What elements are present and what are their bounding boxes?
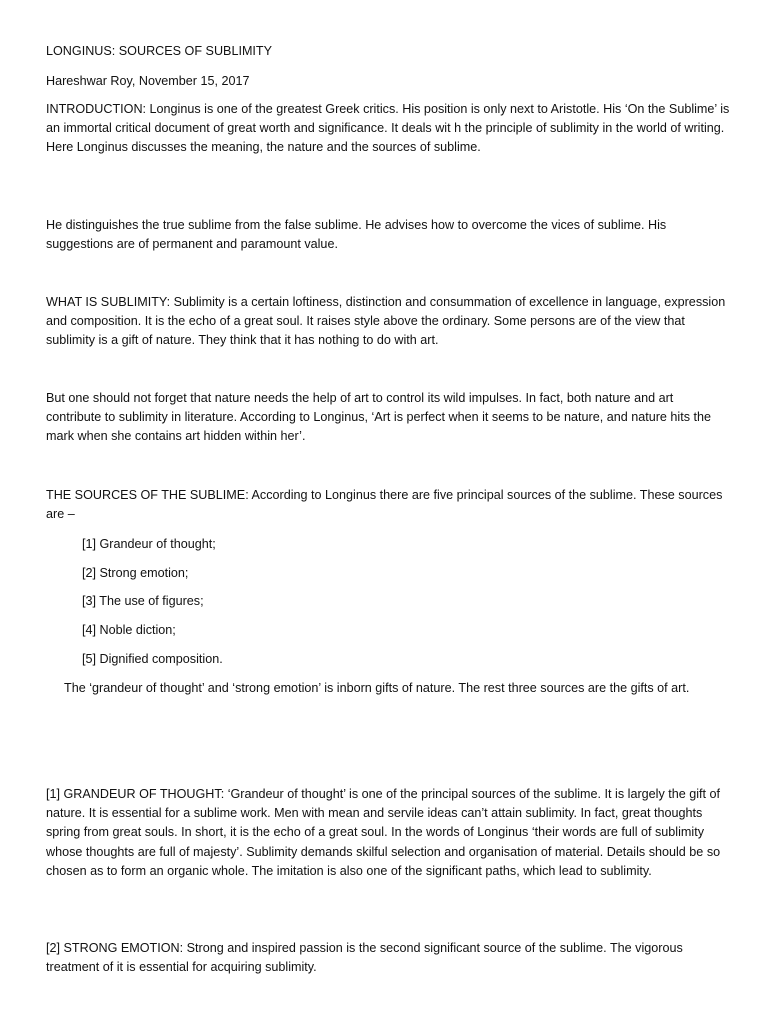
paragraph-distinguishes: He distinguishes the true sublime from the false sublime. He advises how to overcome the vices of sublime. His suggestions are of permanent and paramount value. — [46, 218, 667, 252]
source-list-item: [5] Dignified composition. — [82, 652, 223, 666]
document-title: LONGINUS: SOURCES OF SUBLIMITY — [46, 44, 273, 58]
source-list-item: [2] Strong emotion; — [82, 566, 189, 580]
paragraph-inborn-gifts: The ‘grandeur of thought’ and ‘strong emotion’ is inborn gifts of nature. The rest three sources are the gifts of art. — [64, 681, 690, 695]
paragraph-nature-and-art: But one should not forget that nature needs the help of art to control its wild impulses. In fact, both nature and art contribute to sublimity in literature. According to Longinus, ‘Art is perfect when it seems to be nature, and nature hits the mark when she contains art hidden within her’. — [46, 391, 712, 444]
source-list-item: [1] Grandeur of thought; — [82, 537, 216, 551]
paragraph-strong-emotion: [2] STRONG EMOTION: Strong and inspired passion is the second significant source of the sublime. The vigorous treatment of it is essential for acquiring sublimity. — [46, 941, 683, 975]
paragraph-introduction: INTRODUCTION: Longinus is one of the greatest Greek critics. His position is only next to Aristotle. His ‘On the Sublime’ is an immortal critical document of great worth and significance. It deals wit h the principle of sublimity in the world of writing. Here Longinus discusses the meaning, the nature and the sources of sublime. — [46, 102, 730, 155]
paragraph-grandeur-of-thought: [1] GRANDEUR OF THOUGHT: ‘Grandeur of thought’ is one of the principal sources of the sublime. It is largely the gift of nature. It is essential for a sublime work. Men with mean and servile ideas can’t attain sublimity. In fact, great thoughts spring from great souls. In short, it is the echo of a great soul. In the words of Longinus ‘their words are full of sublimity whose thoughts are full of majesty’. Sublimity demands skilful selection and organisation of material. Details should be so chosen as to form an organic whole. The imitation is also one of the significant paths, which lead to sublimity. — [46, 787, 721, 878]
paragraph-sources-intro: THE SOURCES OF THE SUBLIME: According to Longinus there are five principal sources of the sublime. These sources are – — [46, 488, 723, 522]
source-list-item: [3] The use of figures; — [82, 594, 204, 608]
paragraph-what-is-sublimity: WHAT IS SUBLIMITY: Sublimity is a certain loftiness, distinction and consummation of excellence in language, expression and composition. It is the echo of a great soul. It raises style above the ordinary. Some persons are of the view that sublimity is a gift of nature. They think that it has nothing to do with art. — [46, 295, 726, 348]
source-list-item: [4] Noble diction; — [82, 623, 176, 637]
byline: Hareshwar Roy, November 15, 2017 — [46, 74, 250, 88]
